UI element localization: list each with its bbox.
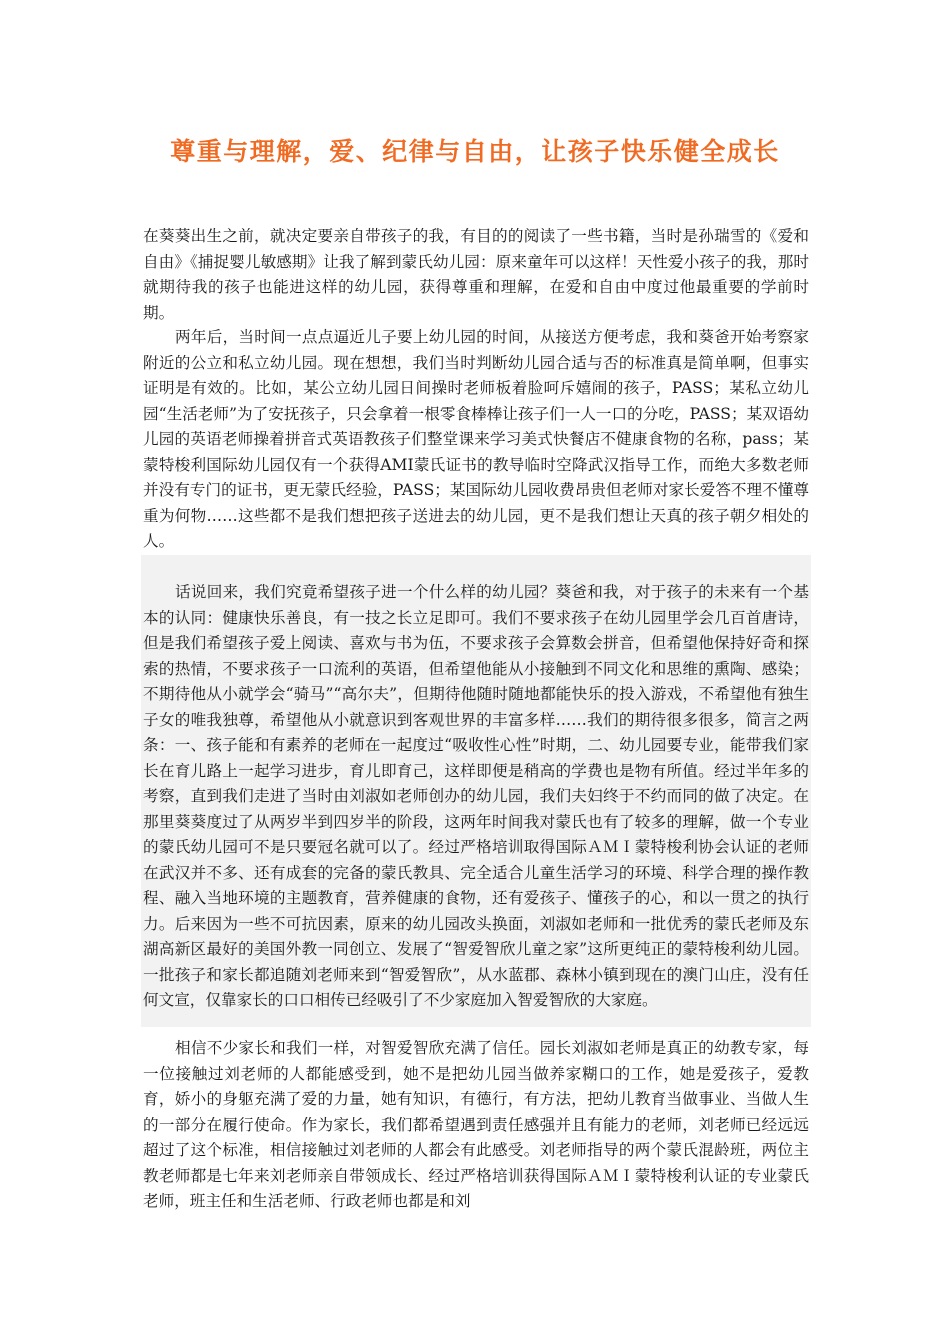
paragraph-1: 在葵葵出生之前，就决定要亲自带孩子的我，有目的的阅读了一些书籍，当时是孙瑞雪的《爱和自由》《捕捉婴儿敏感期》让我了解到蒙氏幼儿园：原来童年可以这样！天性爱小孩子的我，那时就期待我的孩子也能进这样的幼儿园，获得尊重和理解，在爱和自由中度过他最重要的学前时期。: [143, 227, 809, 322]
document-title: 尊重与理解，爱、纪律与自由，让孩子快乐健全成长: [170, 137, 780, 166]
paragraph-3: 话说回来，我们究竟希望孩子进一个什么样的幼儿园？葵爸和我，对于孩子的未来有一个基本的认同：健康快乐善良，有一技之长立足即可。我们不要求孩子在幼儿园里学会几百首唐诗，但是我们希望孩子爱上阅读、喜欢与书为伍，不要求孩子会算数会拼音，但希望他保持好奇和探索的热情，不要求孩子一口流利的英语，但希望他能从小接触到不同文化和思维的熏陶、感染；不期待他从小就学会“骑马”“高尔夫”，但期待他随时随地都能快乐的投入游戏，不希望他有独生子女的唯我独尊，希望他从小就意识到客观世界的丰富多样……我们的期待很多很多，简言之两条：一、孩子能和有素养的老师在一起度过“吸收性心性”时期，二、幼儿园要专业，能带我们家长在育儿路上一起学习进步，育儿即育己，这样即便是稍高的学费也是物有所值。经过半年多的考察，直到我们走进了当时由刘淑如老师创办的幼儿园，我们夫妇终于不约而同的做了决定。在那里葵葵度过了从两岁半到四岁半的阶段，这两年时间我对蒙氏也有了较多的理解，做一个专业的蒙氏幼儿园可不是只要冠名就可以了。经过严格培训取得国际ＡＭＩ蒙特梭利协会认证的老师在武汉并不多、还有成套的完备的蒙氏教具、完全适合儿童生活学习的环境、科学合理的操作教程、融入当地环境的主题教育，营养健康的食物，还有爱孩子、懂孩子的心，和以一贯之的执行力。后来因为一些不可抗因素，原来的幼儿园改头换面，刘淑如老师和一批优秀的蒙氏老师及东湖高新区最好的美国外教一同创立、发展了“智爱智欣儿童之家”这所更纯正的蒙特梭利幼儿园。一批孩子和家长都追随刘老师来到“智爱智欣”，从水蓝郡、森林小镇到现在的澳门山庄，没有任何文宣，仅靠家长的口口相传已经吸引了不少家庭加入智爱智欣的大家庭。: [143, 583, 809, 1009]
paragraph-2: 两年后，当时间一点点逼近儿子要上幼儿园的时间，从接送方便考虑，我和葵爸开始考察家附近的公立和私立幼儿园。现在想想，我们当时判断幼儿园合适与否的标准真是简单啊，但事实证明是有效的。比如，某公立幼儿园日间操时老师板着脸呵斥嬉闹的孩子，PASS；某私立幼儿园“生活老师”为了安抚孩子，只会拿着一根零食棒棒让孩子们一人一口的分吃，PASS；某双语幼儿园的英语老师操着拼音式英语教孩子们整堂课来学习美式快餐店不健康食物的名称，pass；某蒙特梭利国际幼儿园仅有一个获得AMI蒙氏证书的教导临时空降武汉指导工作，而绝大多数老师并没有专门的证书，更无蒙氏经验，PASS；某国际幼儿园收费昂贵但老师对家长爱答不理不懂尊重为何物……这些都不是我们想把孩子送进去的幼儿园，更不是我们想让天真的孩子朝夕相处的人。: [143, 328, 809, 550]
paragraph-4: 相信不少家长和我们一样，对智爱智欣充满了信任。园长刘淑如老师是真正的幼教专家，每一位接触过刘老师的人都能感受到，她不是把幼儿园当做养家糊口的工作，她是爱孩子，爱教育，娇小的身躯充满了爱的力量，她有知识，有德行，有方法，把幼儿教育当做事业、当做人生的一部分在履行使命。作为家长，我们都希望遇到责任感强并且有能力的老师，刘老师已经远远超过了这个标准，相信接触过刘老师的人都会有此感受。刘老师指导的两个蒙氏混龄班，两位主教老师都是七年来刘老师亲自带领成长、经过严格培训获得国际ＡＭＩ蒙特梭利认证的专业蒙氏老师，班主任和生活老师、行政老师也都是和刘: [143, 1039, 809, 1210]
